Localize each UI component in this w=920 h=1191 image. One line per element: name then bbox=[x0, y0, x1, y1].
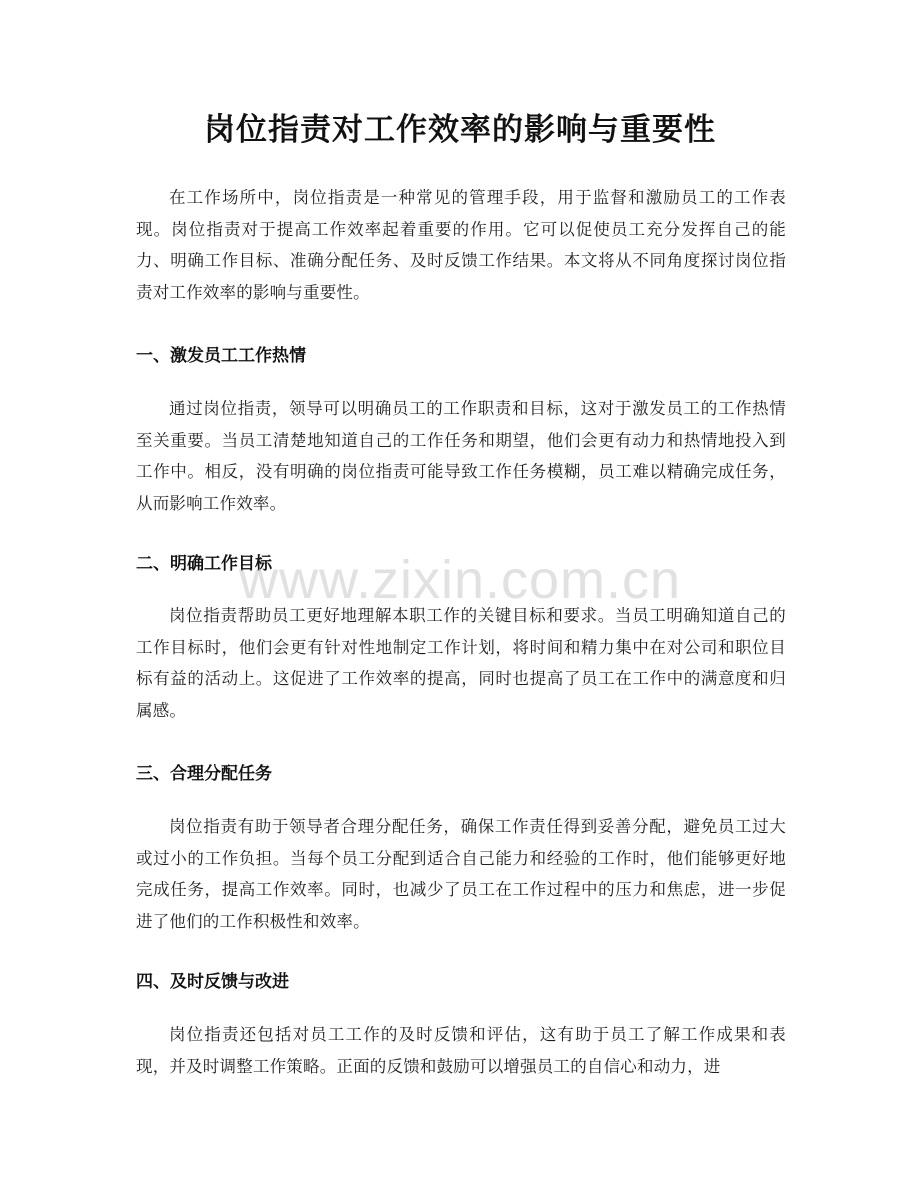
intro-paragraph: 在工作场所中，岗位指责是一种常见的管理手段，用于监督和激励员工的工作表现。岗位指责对于提高工作效率起着重要的作用。它可以促使员工充分发挥自己的能力、明确工作目标、准确分配任务、及时反馈工作结果。本文将从不同角度探讨岗位指责对工作效率的影响与重要性。 bbox=[136, 188, 786, 302]
section-heading-2: 二、明确工作目标 bbox=[136, 554, 272, 574]
document-title: 岗位指责对工作效率的影响与重要性 bbox=[204, 112, 716, 148]
section-heading-3: 三、合理分配任务 bbox=[136, 764, 272, 784]
section-body-4: 岗位指责还包括对员工工作的及时反馈和评估，这有助于员工了解工作成果和表现，并及时调整工作策略。正面的反馈和鼓励可以增强员工的自信心和动力，进 bbox=[136, 1025, 786, 1076]
section-heading-1: 一、激发员工工作热情 bbox=[136, 346, 306, 366]
section-body-1: 通过岗位指责，领导可以明确员工的工作职责和目标，这对于激发员工的工作热情至关重要。当员工清楚地知道自己的工作任务和期望，他们会更有动力和热情地投入到工作中。相反，没有明确的岗位指责可能导致工作任务模糊，员工难以精确完成任务，从而影响工作效率。 bbox=[136, 399, 786, 513]
section-body-2: 岗位指责帮助员工更好地理解本职工作的关键目标和要求。当员工明确知道自己的工作目标时，他们会更有针对性地制定工作计划，将时间和精力集中在对公司和职位目标有益的活动上。这促进了工作效率的提高，同时也提高了员工在工作中的满意度和归属感。 bbox=[136, 606, 786, 720]
watermark: www.zixin.com.cn bbox=[238, 550, 682, 610]
section-body-3: 岗位指责有助于领导者合理分配任务，确保工作责任得到妥善分配，避免员工过大或过小的工作负担。当每个员工分配到适合自己能力和经验的工作时，他们能够更好地完成任务，提高工作效率。同时，也减少了员工在工作过程中的压力和焦虑，进一步促进了他们的工作积极性和效率。 bbox=[136, 817, 786, 931]
section-heading-4: 四、及时反馈与改进 bbox=[136, 972, 289, 992]
